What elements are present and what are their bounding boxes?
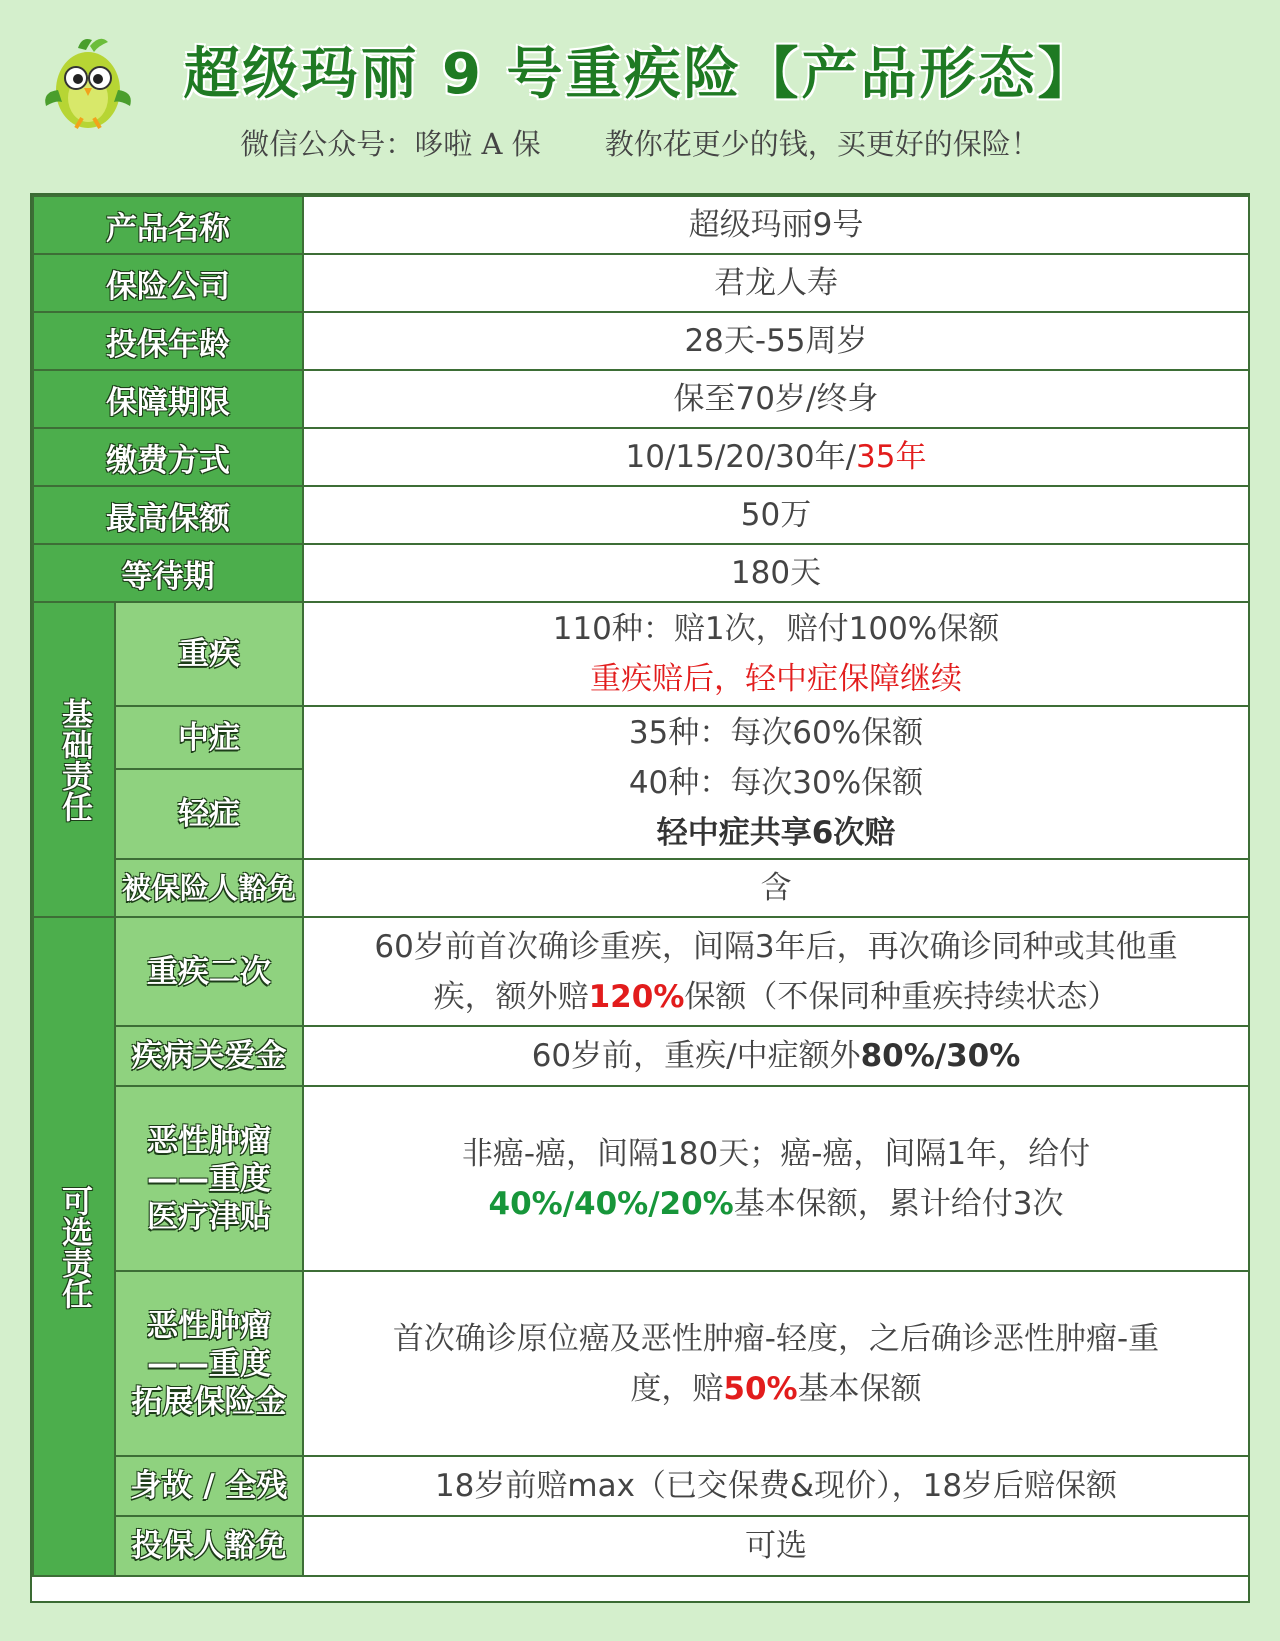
shared-claims-note: 轻中症共享6次赔 (656, 814, 896, 851)
row-value: 28天-55周岁 (303, 312, 1249, 370)
row-value: 180天 (303, 544, 1249, 602)
row-value (303, 428, 1249, 486)
row-value (303, 1086, 1249, 1271)
second-critical-line2: 疾，额外赔120%保额（不保同种重疾持续状态） (433, 978, 1119, 1015)
row-value (303, 1271, 1249, 1456)
row-value: 可选 (303, 1516, 1249, 1576)
second-critical-line1: 60岁前首次确诊重疾，间隔3年后，再次确诊同种或其他重 (374, 928, 1178, 965)
row-label: 产品名称 (33, 196, 303, 254)
row-value (303, 706, 1249, 859)
table-row (33, 428, 1249, 486)
critical-claims: 110种：赔1次，赔付100%保额 (552, 611, 1000, 647)
tumor-extension-line1: 首次确诊原位癌及恶性肿瘤-轻度，之后确诊恶性肿瘤-重 (392, 1320, 1160, 1357)
table-row (33, 1026, 1249, 1086)
table-row (33, 706, 1249, 769)
row-value: 保至70岁/终身 (303, 370, 1249, 428)
row-value: 君龙人寿 (303, 254, 1249, 312)
group-label-basic: 基础责任 (33, 602, 115, 917)
subtitle-wechat: 微信公众号：哆啦 A 保 (240, 127, 541, 161)
table-row (33, 917, 1249, 1026)
page-subtitle (0, 122, 1280, 163)
row-label: 重疾二次 (115, 917, 303, 1026)
tumor-allowance-line2: 40%/40%/20%基本保额，累计给付3次 (488, 1185, 1064, 1222)
row-label: 被保险人豁免 (115, 859, 303, 917)
group-label-optional: 可选责任 (33, 917, 115, 1576)
row-value: 超级玛丽9号 (303, 196, 1249, 254)
row-label: 等待期 (33, 544, 303, 602)
row-label: 重疾 (115, 602, 303, 706)
row-label: 中症 (115, 706, 303, 769)
payment-terms: 10/15/20/30年/ (625, 439, 857, 475)
row-value (303, 602, 1249, 706)
table-row (33, 859, 1249, 917)
mild-claims: 40种：每次30%保额 (628, 764, 924, 801)
row-label: 恶性肿瘤 ——重度 拓展保险金 (115, 1271, 303, 1456)
table-row (33, 370, 1249, 428)
row-value: 18岁前赔max（已交保费&现价），18岁后赔保额 (303, 1456, 1249, 1516)
row-label: 疾病关爱金 (115, 1026, 303, 1086)
table-row (33, 1086, 1249, 1271)
table-row (33, 602, 1249, 706)
row-value: 含 (303, 859, 1249, 917)
tumor-allowance-line1: 非癌-癌，间隔180天；癌-癌，间隔1年，给付 (461, 1135, 1091, 1172)
table-row (33, 254, 1249, 312)
row-value: 50万 (303, 486, 1249, 544)
table-row (33, 486, 1249, 544)
product-table-card (30, 193, 1250, 1603)
moderate-claims: 35种：每次60%保额 (628, 714, 924, 751)
row-value: 60岁前，重疾/中症额外80%/30% (303, 1026, 1249, 1086)
row-label: 身故 / 全残 (115, 1456, 303, 1516)
row-label: 保险公司 (33, 254, 303, 312)
table-row (33, 544, 1249, 602)
table-row (33, 1271, 1249, 1456)
product-table (32, 195, 1250, 1577)
payment-term-highlight: 35年 (856, 439, 927, 475)
table-row (33, 1456, 1249, 1516)
row-label: 轻症 (115, 769, 303, 859)
row-label: 恶性肿瘤 ——重度 医疗津贴 (115, 1086, 303, 1271)
page-title: 超级玛丽 9 号重疾险【产品形态】 (183, 42, 1097, 107)
row-label: 缴费方式 (33, 428, 303, 486)
table-row (33, 312, 1249, 370)
critical-note: 重疾赔后，轻中症保障继续 (590, 661, 962, 697)
table-row (33, 196, 1249, 254)
row-label: 投保人豁免 (115, 1516, 303, 1576)
tumor-extension-line2: 度，赔50%基本保额 (630, 1370, 922, 1407)
row-label: 最高保额 (33, 486, 303, 544)
subtitle-slogan: 教你花更少的钱，买更好的保险！ (604, 127, 1040, 161)
table-row (33, 1516, 1249, 1576)
row-label: 投保年龄 (33, 312, 303, 370)
row-label: 保障期限 (33, 370, 303, 428)
row-value (303, 917, 1249, 1026)
